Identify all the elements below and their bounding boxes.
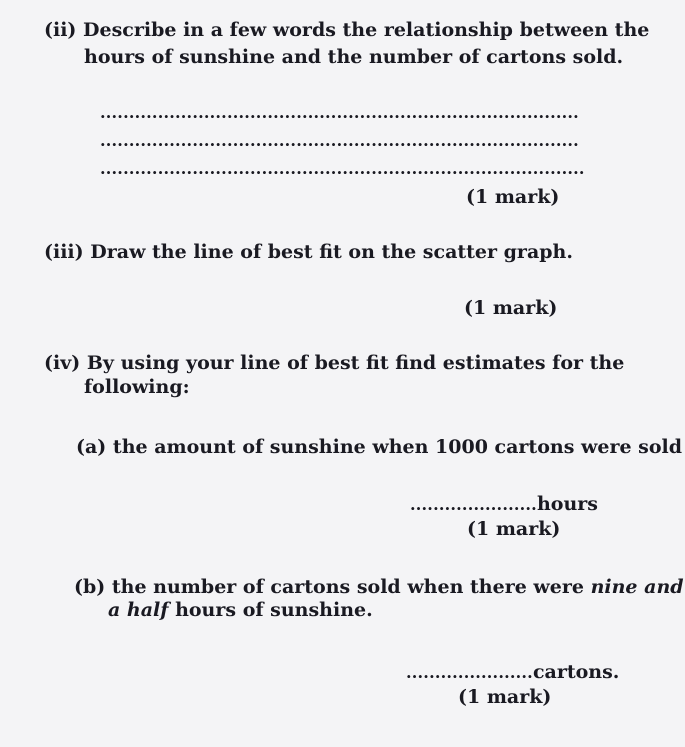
question-iv-b-italic-2: a half [108, 599, 169, 621]
answer-a-unit: hours [536, 493, 598, 515]
mark-iv-b: (1 mark) [458, 686, 552, 708]
question-iv-b-text-post: hours of sunshine. [168, 599, 373, 621]
question-iv-label: (iv) [44, 352, 81, 374]
mark-ii: (1 mark) [466, 186, 560, 208]
question-iv-a-label: (a) [76, 436, 107, 458]
answer-a[interactable] [410, 493, 598, 515]
answer-b-unit: cartons. [532, 661, 620, 683]
question-ii-text-line2: hours of sunshine and the number of cartons sold. [84, 46, 624, 68]
question-iii-text: Draw the line of best fit on the scatter graph. [90, 241, 573, 263]
question-iv-text-line2: following: [84, 376, 190, 398]
question-ii-text-line1: Describe in a few words the relationship between the [83, 19, 650, 41]
question-iv [44, 351, 624, 375]
question-iv-text-line1: By using your line of best fit find estimates for the [86, 352, 625, 374]
question-ii [44, 18, 649, 42]
question-iv-b-line2 [108, 598, 373, 622]
question-iii [44, 240, 573, 264]
question-iv-a [76, 435, 682, 459]
question-iv-b-text: the number of cartons sold when there were [111, 576, 584, 598]
answer-line-1[interactable]: ................................................................................... [100, 103, 579, 122]
answer-line-3[interactable]: .................................................................................... [100, 159, 585, 178]
question-iv-b-italic-1: nine and [590, 576, 684, 598]
question-iv-b [74, 575, 684, 599]
question-ii-label: (ii) [44, 19, 77, 41]
mark-iii: (1 mark) [464, 297, 558, 319]
question-iii-label: (iii) [44, 241, 84, 263]
question-iv-b-label: (b) [74, 576, 106, 598]
question-iv-a-text: the amount of sunshine when 1000 cartons were sold [112, 436, 683, 458]
mark-iv-a: (1 mark) [467, 518, 561, 540]
answer-b-blank[interactable]: ...................... [406, 663, 533, 682]
answer-line-2[interactable]: ................................................................................... [100, 131, 579, 150]
answer-a-blank[interactable]: ...................... [410, 495, 537, 514]
answer-b[interactable] [406, 661, 619, 683]
